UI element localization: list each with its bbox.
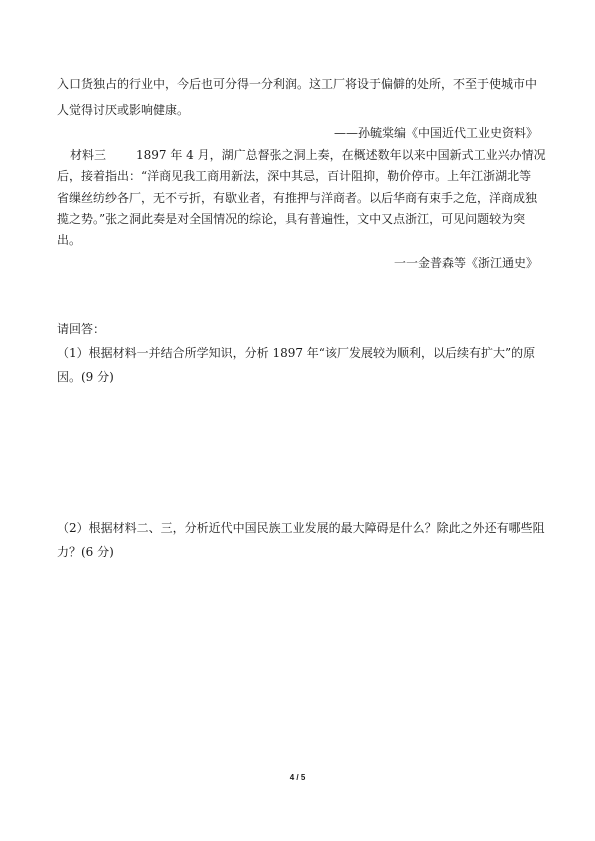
material3-line-3: 省缫丝纺纱各厂，无不亏折，有歇业者，有推押与洋商者。以后华商有束手之危，洋商成独 (57, 191, 538, 205)
material3-source: 一一金普森等《浙江通史》 (393, 256, 538, 270)
questions-prompt: 请回答： (57, 322, 106, 336)
material3-text-1: 1897 年 4 月，湖广总督张之洞上奏，在概述数年以来中国新式工业兴办情况 (136, 148, 546, 162)
page-number: 4 / 5 (289, 773, 306, 782)
material2-line-1: 入口货独占的行业中，今后也可分得一分利润。这工厂将设于偏僻的处所，不至于使城市中 (57, 77, 538, 91)
material3-line-2: 后，接着指出：“洋商见我工商用新法，深中其忌，百计阻抑，勒价停市。上年江浙湖北等 (57, 169, 532, 183)
material3-line-5: 出。 (57, 233, 82, 247)
material3-line-4: 揽之势。”张之洞此奏是对全国情况的综论，具有普遍性，文中又点浙江，可见问题较为突 (57, 212, 526, 226)
material2-line-2: 人觉得讨厌或影响健康。 (57, 103, 190, 117)
material3-label: 材料三 (70, 148, 107, 162)
question-2-line-1: （2）根据材料二、三，分析近代中国民族工业发展的最大障碍是什么？除此之外还有哪些阻 (57, 521, 545, 535)
material3-line-1 (70, 147, 546, 163)
question-2-line-2: 力？(6 分) (57, 545, 114, 559)
material2-source: ——孙毓棠编《中国近代工业史资料》 (333, 126, 538, 140)
question-1-line-1: （1）根据材料一并结合所学知识，分析 1897 年“该厂发展较为顺利，以后续有扩大”的原 (57, 346, 536, 360)
question-1-line-2: 因。(9 分) (57, 370, 114, 384)
